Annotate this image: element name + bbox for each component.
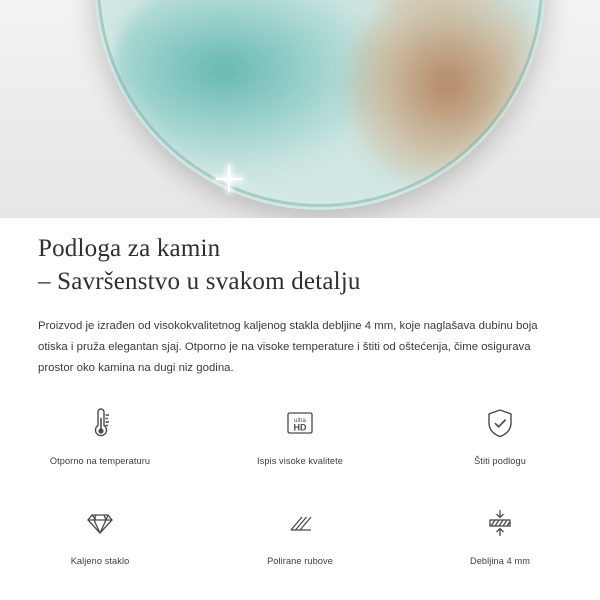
feature-row-1 xyxy=(0,392,600,466)
feature-item-thickness xyxy=(400,492,600,566)
feature-label: Polirane rubove xyxy=(267,556,333,566)
feature-label: Otporno na temperaturu xyxy=(49,456,151,466)
feature-item-temperature xyxy=(0,392,200,466)
ultra-hd-icon xyxy=(277,400,323,446)
feature-grid xyxy=(0,392,600,566)
feature-label: Ispis visoke kvalitete xyxy=(257,456,343,466)
feature-label: Štiti podlogu xyxy=(474,456,526,466)
description-paragraph: Proizvod je izrađen od visokokvalitetnog kaljenog stakla debljine 4 mm, koje naglašava dubinu boja otiska i pruža elegantan sjaj. Otporno je na visoke temperature i štiti od oštećenja, čime osigurava prostor oko kamina na dugi niz godina. xyxy=(38,320,538,374)
feature-item-print-quality xyxy=(200,392,400,466)
hero-image xyxy=(0,0,600,218)
feature-item-polished-edges xyxy=(200,492,400,566)
headline-line-2: – Savršenstvo u svakom detalju xyxy=(38,268,361,295)
shield-check-icon xyxy=(477,400,523,446)
headline-line-1: Podloga za kamin xyxy=(38,235,221,262)
content-block xyxy=(0,218,600,379)
feature-label: Debljina 4 mm xyxy=(469,556,531,566)
diamond-icon xyxy=(77,500,123,546)
svg-text:HD: HD xyxy=(293,422,307,433)
feature-item-protects-surface xyxy=(400,392,600,466)
polished-edges-icon xyxy=(277,500,323,546)
feature-item-tempered-glass xyxy=(0,492,200,566)
thickness-arrows-icon xyxy=(477,500,523,546)
feature-label: Kaljeno staklo xyxy=(70,556,130,566)
feature-row-2 xyxy=(0,492,600,566)
thermometer-icon xyxy=(77,400,123,446)
svg-text:ultra: ultra xyxy=(294,418,306,424)
feature-row-spacer xyxy=(0,466,600,492)
page-title xyxy=(0,218,600,298)
